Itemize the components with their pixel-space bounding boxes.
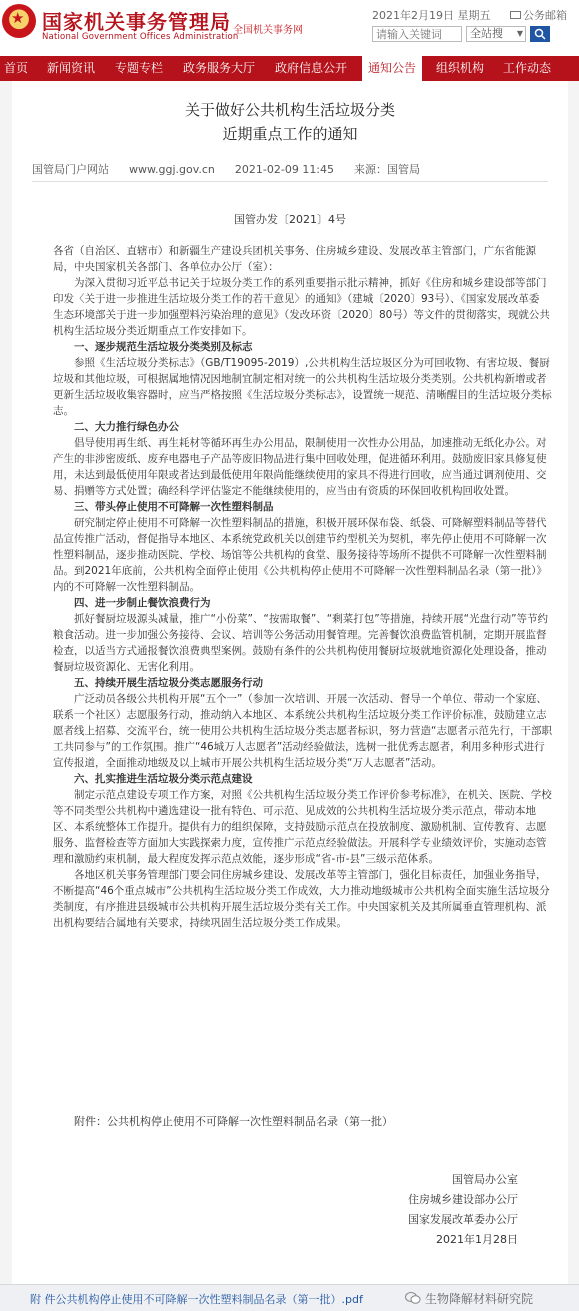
meta-url[interactable]: www.ggj.gov.cn bbox=[129, 163, 215, 176]
search-scope-select[interactable]: 全站搜 ▼ bbox=[466, 26, 526, 42]
signature-3: 国家发展改革委办公厅 bbox=[408, 1213, 518, 1226]
section-paragraph: 参照《生活垃圾分类标志》（GB/T19095-2019）,公共机构生活垃圾区分为可回收物、有害垃圾、餐厨垃圾和其他垃圾，可根据属地情况因地制宜制定相对统一的公共机构生活垃圾分类类别。公共机构新增或者更新生活垃圾收集容器时，应当严格按照《生活垃圾分类标志》，设置统一规范、清晰醒目的生活垃圾分类标志。 bbox=[53, 357, 552, 417]
search-input[interactable] bbox=[372, 26, 462, 42]
meta-source-site: 国管局门户网站 bbox=[32, 163, 109, 176]
closing-paragraph: 各地区机关事务管理部门要会同住房城乡建设、发展改革等主管部门，强化目标责任，加强业务指导，不断提高“46个重点城市”公共机构生活垃圾分类工作成效，大力推动地级城市公共机构全面实施生活垃圾分类制度，有序推进县级城市公共机构开展生活垃圾分类有关工作。中央国家机关及其所属垂直管理机构、派出机构要结合属地有关要求，持续巩固生活垃圾分类工作成果。 bbox=[53, 869, 550, 929]
attachment-note: 附件：公共机构停止使用不可降解一次性塑料制品名录（第一批） bbox=[74, 1115, 393, 1128]
sign-date: 2021年1月28日 bbox=[436, 1233, 518, 1246]
watermark: 生物降解材料研究院 bbox=[405, 1290, 533, 1307]
section-paragraph: 制定示范点建设专项工作方案，对照《公共机构生活垃圾分类工作评价参考标准》，在机关、医院、学校等不同类型公共机构中遴选建设一批有特色、可示范、见成效的公共机构生活垃圾分类示范点，带动本地区、本系统整体工作提升。提供有力的组织保障，支持鼓励示范点在投放制度、激励机制、宣传教育、志愿服务、监督检查等方面加大实践探索力度，宣传推广示范点经验做法。开展科学专业绩效评价，实施动态管理和激励约束机制，最大程度发挥示范点效能，逐步形成“省-市-县”三级示范体系。 bbox=[53, 789, 552, 865]
meta-source: 来源：国管局 bbox=[354, 163, 421, 176]
wechat-icon bbox=[405, 1291, 421, 1305]
search-button[interactable] bbox=[530, 26, 550, 42]
salutation: 各省（自治区、直辖市）和新疆生产建设兵团机关事务、住房城乡建设、发展改革主管部门，广东省能源局，中央国家机关各部门、各单位办公厅（室）： bbox=[53, 245, 536, 273]
mail-icon bbox=[510, 11, 521, 19]
chevron-down-icon: ▼ bbox=[516, 29, 523, 38]
nav-item-organization[interactable]: 组织机构 bbox=[436, 61, 485, 75]
divider bbox=[32, 181, 548, 182]
article-title-line1: 关于做好公共机构生活垃圾分类 bbox=[184, 101, 395, 119]
article-panel bbox=[12, 81, 568, 1284]
current-date: 2021年2月19日 星期五 bbox=[372, 9, 491, 22]
section-heading: 六、扎实推进生活垃圾分类示范点建设 bbox=[74, 773, 253, 785]
site-subtitle: National Government Offices Administration bbox=[42, 32, 239, 42]
attachment-download-link[interactable]: 附 件公共机构停止使用不可降解一次性塑料制品名录（第一批）.pdf bbox=[30, 1293, 363, 1306]
section-heading: 一、逐步规范生活垃圾分类类别及标志 bbox=[74, 341, 253, 353]
nav-item-topics[interactable]: 专题专栏 bbox=[115, 61, 164, 75]
nav-item-services[interactable]: 政务服务大厅 bbox=[183, 61, 256, 75]
site-badge[interactable]: 全国机关事务网 bbox=[233, 25, 303, 36]
nav-item-home[interactable]: 首页 bbox=[4, 61, 29, 75]
nav-item-news[interactable]: 新闻资讯 bbox=[47, 61, 96, 75]
section-heading: 二、大力推行绿色办公 bbox=[74, 421, 179, 433]
section-paragraph: 倡导使用再生纸、再生耗材等循环再生办公用品，限制使用一次性办公用品，加速推动无纸化办公。对产生的非涉密废纸、废弃电器电子产品等废旧物品进行集中回收处理，促进循环利用。鼓励废旧家具修复使用，未达到最低使用年限或者达到最低使用年限尚能继续使用的家具不得进行回收，应当通过调剂使用、交易、捐赠等方式处置；确经科学评估鉴定不能继续使用的，应当由有资质的环保回收机构回收处置。 bbox=[53, 437, 547, 497]
article-meta bbox=[32, 161, 440, 177]
nav-item-notices[interactable]: 通知公告 bbox=[362, 56, 422, 81]
section-heading: 四、进一步制止餐饮浪费行为 bbox=[74, 597, 211, 609]
mailbox-link[interactable]: 公务邮箱 bbox=[510, 7, 567, 23]
section-paragraph: 研究制定停止使用不可降解一次性塑料制品的措施，积极开展环保布袋、纸袋、可降解塑料制品等替代品宣传推广活动，督促指导本地区、本系统党政机关以创建节约型机关为契机，率先停止使用不可降解一次性塑料制品，逐步推动医院、学校、场馆等公共机构的食堂、服务接待等场所不提供不可降解一次性塑料制品。到2021年底前，公共机构全面停止使用《公共机构停止使用不可降解一次性塑料制品名录（第一批）》内的不可降解一次性塑料制品。 bbox=[53, 517, 547, 593]
section-paragraph: 广泛动员各级公共机构开展“五个一”（参加一次培训、开展一次活动、督导一个单位、带动一个家庭、联系一个社区）志愿服务行动，推动纳入本地区、本系统公共机构生活垃圾分类工作评价标准，鼓励建立志愿者线上招募、交流平台，统一使用公共机构生活垃圾分类志愿者标识，努力营造“志愿者示范先行，干部职工共同参与”的工作氛围。推广“46城万人志愿者”活动经验做法，选树一批优秀志愿者，利用多种形式进行宣传报道，全面推动地级及以上城市开展公共机构生活垃圾分类“万人志愿者”活动。 bbox=[53, 693, 552, 769]
section-heading: 三、带头停止使用不可降解一次性塑料制品 bbox=[74, 501, 274, 513]
attachment-bar bbox=[0, 1284, 579, 1311]
meta-datetime: 2021-02-09 11:45 bbox=[234, 163, 335, 176]
main-nav bbox=[0, 56, 579, 81]
section-heading: 五、持续开展生活垃圾分类志愿服务行动 bbox=[74, 677, 263, 689]
site-header bbox=[0, 0, 579, 56]
document-number: 国管办发〔2021〕4号 bbox=[234, 213, 346, 226]
article-title-line2: 近期重点工作的通知 bbox=[222, 125, 358, 143]
section-paragraph: 抓好餐厨垃圾源头减量，推广“小份菜”、“按需取餐”、“剩菜打包”等措施，持续开展“光盘行动”等节约粮食活动。进一步加强公务接待、会议、培训等公务活动用餐管理。完善餐饮浪费监管机制，定期开展监督检查，以适当方式通报餐饮浪费典型案例。鼓励有条件的公共机构使用餐厨垃圾就地资源化处理设备，推动餐厨垃圾资源化、无害化利用。 bbox=[53, 613, 549, 673]
nav-item-work-news[interactable]: 工作动态 bbox=[503, 61, 552, 75]
intro-paragraph: 为深入贯彻习近平总书记关于垃圾分类工作的系列重要指示批示精神，抓好《住房和城乡建设部等部门印发〈关于进一步推进生活垃圾分类工作的若干意见〉的通知》（建城〔2020〕93号）、《国家发展改革委 生态环境部关于进一步加强塑料污染治理的意见》（发改环资〔2020〕80号）等文件的贯彻落实，现就公共机构生活垃圾分类近期重点工作安排如下。 bbox=[53, 277, 550, 337]
site-title[interactable]: 国家机关事务管理局 bbox=[42, 10, 231, 34]
article-body bbox=[53, 243, 553, 931]
search-icon bbox=[534, 28, 546, 40]
signature-2: 住房城乡建设部办公厅 bbox=[408, 1193, 518, 1206]
nav-item-disclosure[interactable]: 政府信息公开 bbox=[275, 61, 348, 75]
national-emblem-icon[interactable] bbox=[2, 4, 36, 38]
signature-1: 国管局办公室 bbox=[452, 1173, 518, 1186]
